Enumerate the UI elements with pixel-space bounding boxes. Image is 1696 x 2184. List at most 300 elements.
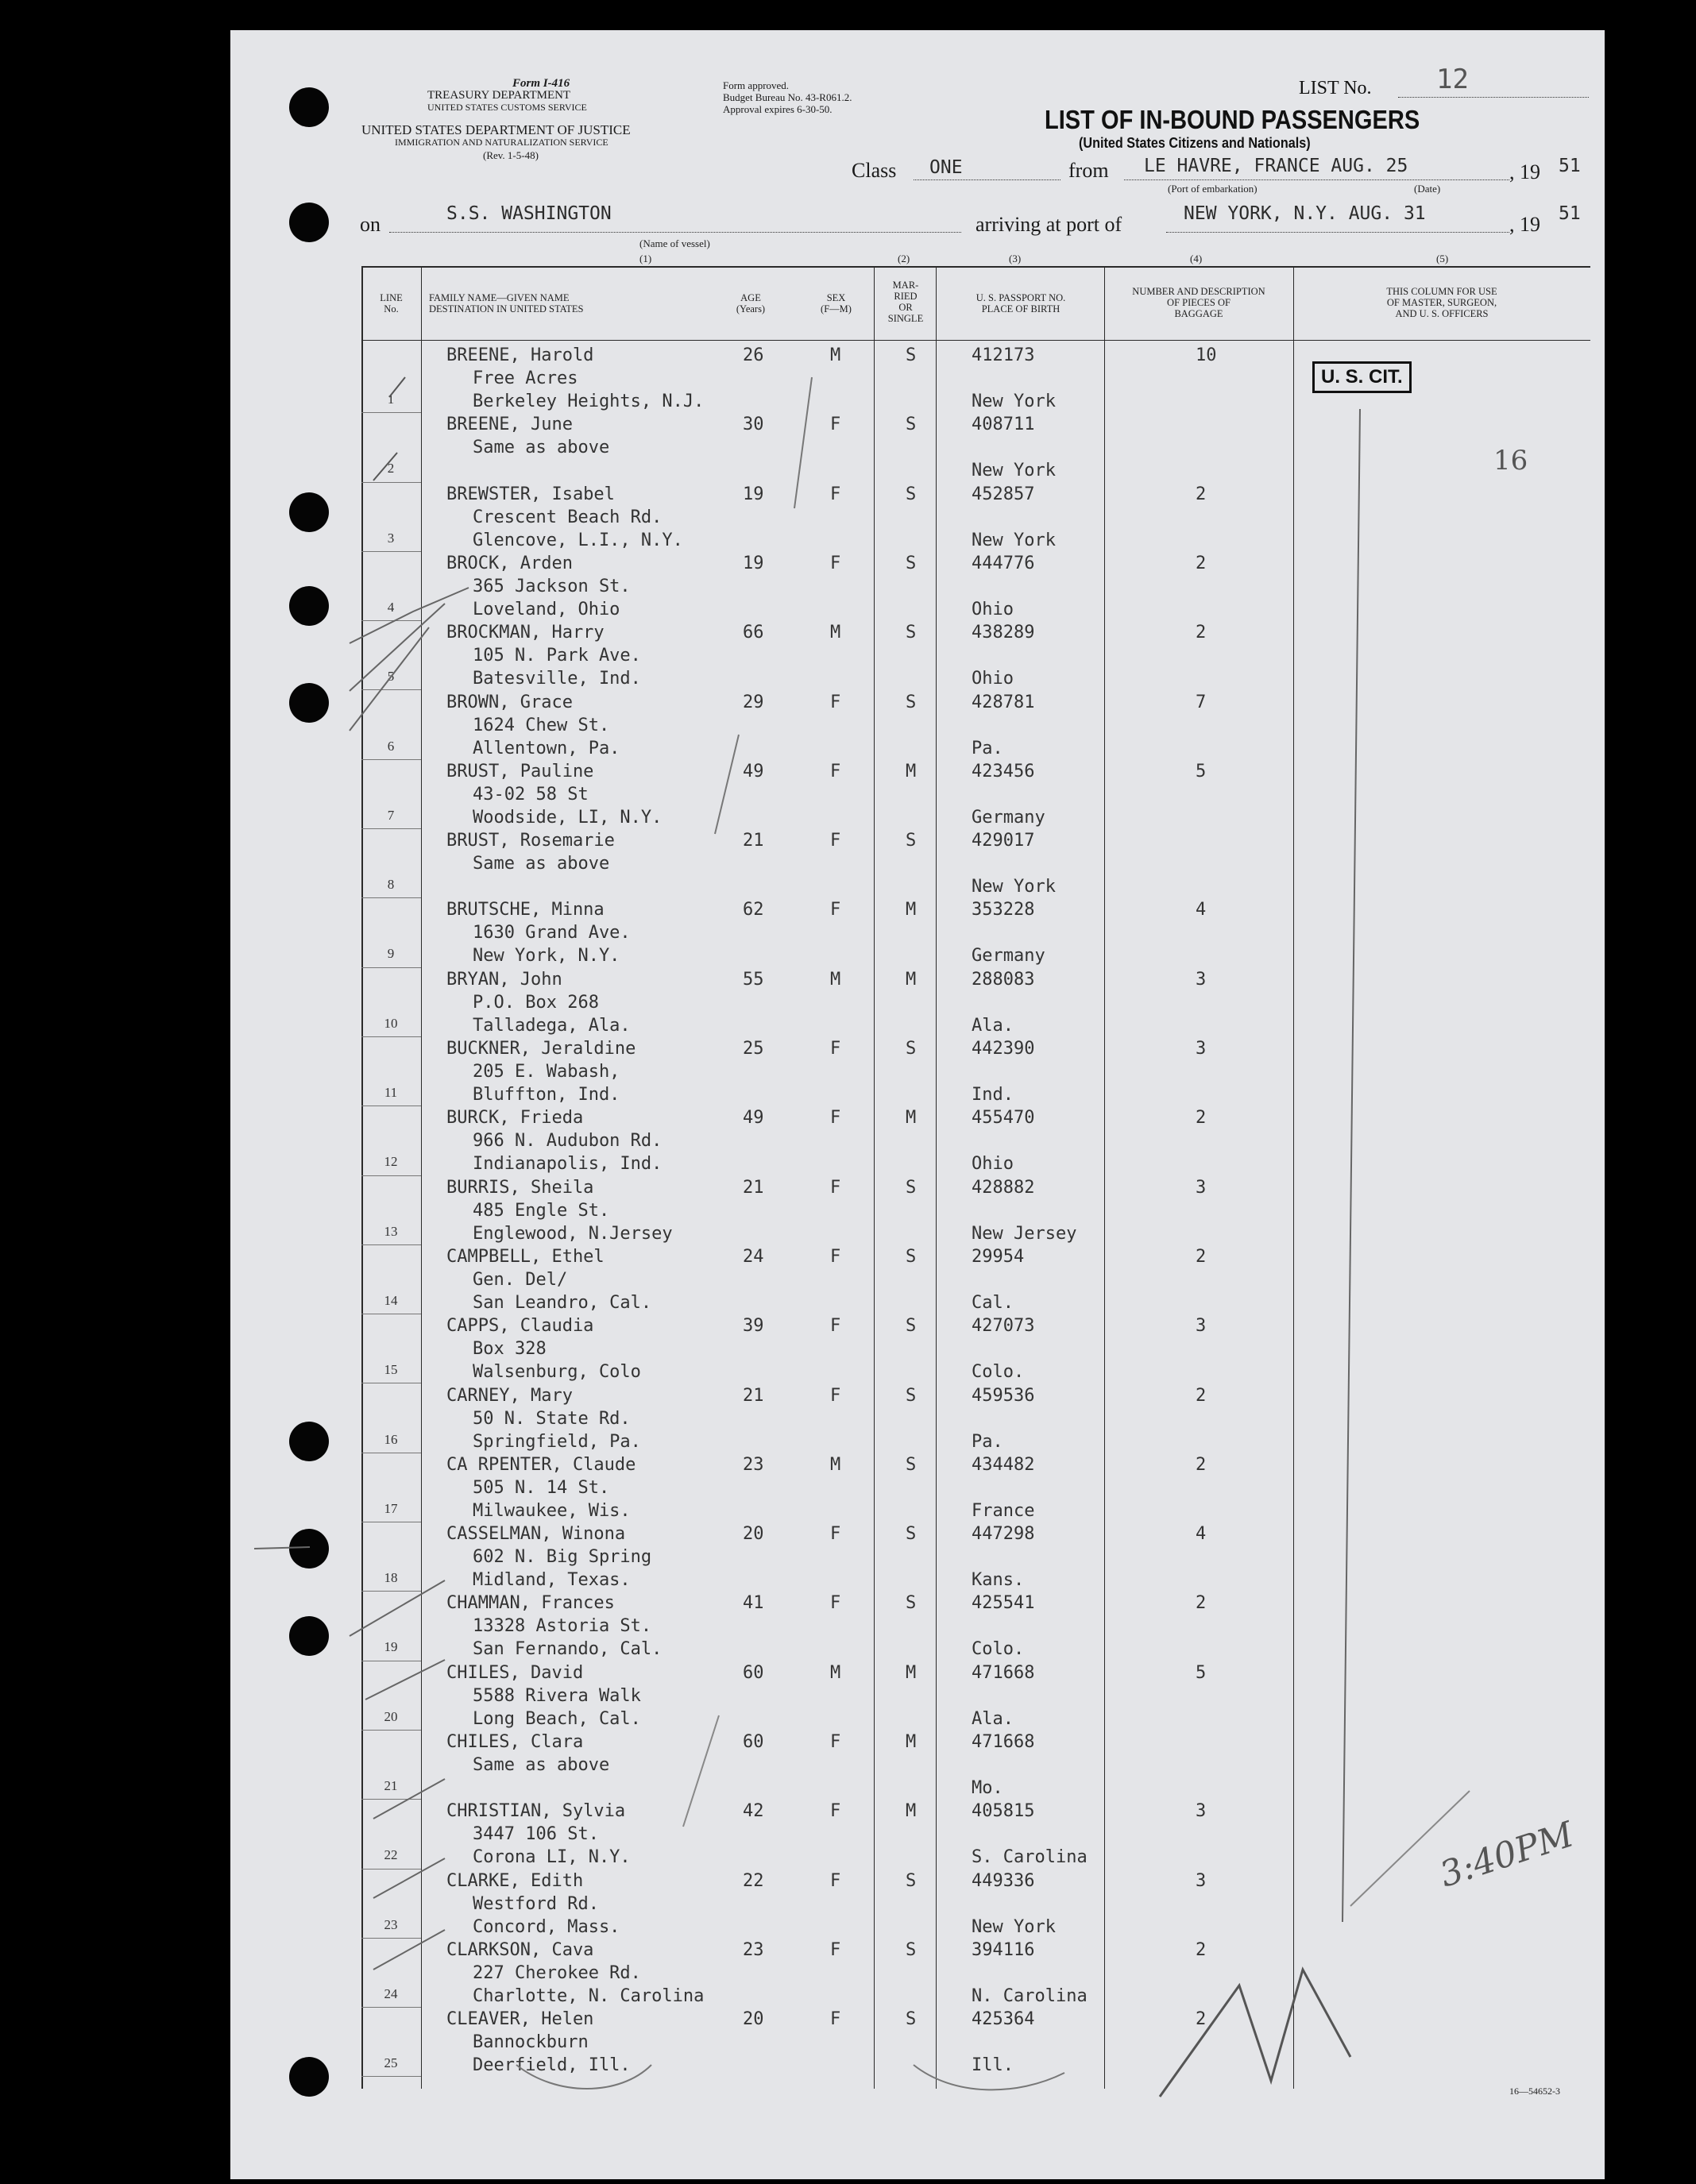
passenger-sex: F [830, 1385, 841, 1406]
passenger-name: BURRIS, Sheila [446, 1177, 594, 1198]
passenger-name: BREWSTER, Isabel [446, 484, 615, 504]
passenger-birthplace: New York [972, 1916, 1056, 1937]
line-number: 22 [384, 1847, 398, 1863]
line-number: 2 [387, 461, 395, 477]
table-row [361, 968, 1590, 1037]
passenger-age: 23 [743, 1454, 764, 1475]
table-row [361, 1731, 1590, 1800]
pencil-annotation-16: 16 [1493, 445, 1528, 477]
passenger-address-1: P.O. Box 268 [473, 992, 599, 1013]
us-citizen-stamp: U. S. CIT. [1312, 361, 1412, 393]
dept-immigration: IMMIGRATION AND NATURALIZATION SERVICE [395, 137, 608, 148]
passenger-address-1: Free Acres [473, 369, 578, 388]
class-label: Class [852, 159, 897, 182]
passenger-age: 20 [743, 2009, 764, 2030]
line-number: 1 [387, 392, 395, 407]
from-year: 51 [1559, 156, 1581, 176]
table-row [361, 898, 1590, 967]
from-underline [1124, 179, 1509, 180]
passenger-age: 19 [743, 553, 764, 573]
passenger-address-1: Westford Rd. [473, 1893, 599, 1914]
line-number: 20 [384, 1708, 398, 1724]
passenger-address-1: Crescent Beach Rd. [473, 507, 663, 527]
passenger-marital-status: S [906, 1870, 917, 1891]
passenger-marital-status: M [906, 1732, 917, 1752]
passenger-marital-status: M [906, 761, 917, 781]
passenger-address-1: Same as above [473, 438, 610, 458]
passenger-baggage: 3 [1196, 1801, 1207, 1822]
passenger-marital-status: M [906, 1108, 917, 1129]
passenger-address-1: 485 Engle St. [473, 1200, 610, 1221]
passenger-birthplace: Ind. [972, 1085, 1014, 1105]
passenger-baggage: 2 [1196, 553, 1207, 573]
passenger-age: 24 [743, 1246, 764, 1267]
passenger-address-1: 13328 Astoria St. [473, 1616, 652, 1637]
passenger-marital-status: S [906, 2009, 917, 2030]
passenger-age: 19 [743, 484, 764, 504]
table-top-border [361, 266, 1590, 268]
header-married: MAR- RIED OR SINGLE [887, 280, 924, 324]
passenger-sex: F [830, 1246, 841, 1267]
punch-hole [289, 2057, 329, 2097]
col-num-5: (5) [1436, 253, 1449, 264]
arriving-value: NEW YORK, N.Y. AUG. 31 [1184, 203, 1426, 224]
passenger-address-2: Midland, Texas. [473, 1570, 631, 1591]
passenger-address-2: San Fernando, Cal. [473, 1639, 663, 1660]
passenger-marital-status: M [906, 900, 917, 920]
passenger-age: 21 [743, 1385, 764, 1406]
passenger-address-1: Bannockburn [473, 2032, 589, 2053]
passenger-age: 39 [743, 1316, 764, 1337]
header-name: FAMILY NAME—GIVEN NAME DESTINATION IN UNITED STATES [429, 292, 584, 314]
passenger-address-2: Glencove, L.I., N.Y. [473, 530, 683, 550]
passenger-address-2: Walsenburg, Colo [473, 1362, 641, 1383]
passenger-name: CHILES, David [446, 1662, 584, 1683]
punch-hole [289, 586, 329, 626]
passenger-address-2: New York, N.Y. [473, 946, 620, 967]
passenger-passport-no: 452857 [972, 484, 1035, 504]
passenger-birthplace: Colo. [972, 1362, 1025, 1383]
passenger-birthplace: Ohio [972, 599, 1014, 619]
passenger-name: BRUTSCHE, Minna [446, 900, 605, 920]
header-passport: U. S. PASSPORT NO. PLACE OF BIRTH [975, 292, 1066, 314]
passenger-passport-no: 288083 [972, 969, 1035, 990]
passenger-birthplace: Ala. [972, 1015, 1014, 1036]
passenger-birthplace: France [972, 1500, 1035, 1521]
passenger-birthplace: New Jersey [972, 1223, 1077, 1244]
passenger-birthplace: New York [972, 877, 1056, 897]
passenger-name: CHRISTIAN, Sylvia [446, 1801, 626, 1822]
passenger-sex: M [830, 345, 841, 365]
passenger-address-1: Same as above [473, 1755, 610, 1775]
passenger-birthplace: New York [972, 461, 1056, 481]
passenger-address-1: 1630 Grand Ave. [473, 923, 631, 943]
punch-hole [289, 492, 329, 532]
line-number: 12 [384, 1154, 398, 1170]
from-year-prefix: , 19 [1509, 160, 1540, 183]
passenger-name: CHAMMAN, Frances [446, 1593, 615, 1614]
passenger-age: 22 [743, 1870, 764, 1891]
passenger-birthplace: Colo. [972, 1639, 1025, 1660]
passenger-passport-no: 408711 [972, 415, 1035, 435]
line-number: 24 [384, 1985, 398, 2001]
table-row [361, 1314, 1590, 1383]
passenger-passport-no: 442390 [972, 1039, 1035, 1059]
line-number: 16 [384, 1431, 398, 1447]
col-num-1: (1) [639, 253, 652, 264]
passenger-name: CAPPS, Claudia [446, 1316, 594, 1337]
passenger-passport-no: 412173 [972, 345, 1035, 365]
line-number: 8 [387, 877, 395, 893]
passenger-address-1: Gen. Del/ [473, 1269, 568, 1290]
passenger-age: 42 [743, 1801, 764, 1822]
passenger-marital-status: S [906, 553, 917, 573]
passenger-birthplace: N. Carolina [972, 1985, 1088, 2006]
header-officers: THIS COLUMN FOR USE OF MASTER, SURGEON, AND U. S. OFFICERS [1386, 286, 1497, 319]
passenger-address-1: 602 N. Big Spring [473, 1547, 652, 1568]
header-age: AGE (Years) [736, 292, 766, 314]
line-number: 3 [387, 530, 395, 546]
footer-code: 16—54652-3 [1509, 2086, 1560, 2097]
arriving-year: 51 [1559, 203, 1581, 224]
line-number: 17 [384, 1500, 398, 1516]
list-no-value: 12 [1436, 64, 1469, 95]
passenger-address-2: Concord, Mass. [473, 1916, 620, 1937]
passenger-name: BROCKMAN, Harry [446, 623, 605, 643]
passenger-age: 26 [743, 345, 764, 365]
approval-line-2: Budget Bureau No. 43-R061.2. [723, 91, 852, 103]
approval-line-1: Form approved. [723, 79, 790, 91]
passenger-sex: F [830, 1732, 841, 1752]
passenger-sex: M [830, 969, 841, 990]
passenger-baggage: 2 [1196, 2009, 1207, 2030]
passenger-passport-no: 29954 [972, 1246, 1025, 1267]
table-row [361, 1522, 1590, 1592]
passenger-passport-no: 471668 [972, 1662, 1035, 1683]
passenger-birthplace: Cal. [972, 1292, 1014, 1313]
passenger-address-2: San Leandro, Cal. [473, 1292, 652, 1313]
table-row [361, 691, 1590, 760]
passenger-address-2: Talladega, Ala. [473, 1015, 631, 1036]
line-number: 19 [384, 1639, 398, 1655]
passenger-sex: M [830, 1662, 841, 1683]
passenger-baggage: 3 [1196, 1870, 1207, 1891]
passenger-baggage: 2 [1196, 484, 1207, 504]
col-num-2: (2) [898, 253, 910, 264]
line-number: 23 [384, 1916, 398, 1932]
dept-treasury: TREASURY DEPARTMENT [427, 89, 571, 102]
passenger-age: 49 [743, 1108, 764, 1129]
punch-hole [289, 87, 329, 127]
passenger-marital-status: S [906, 692, 917, 712]
from-label: from [1068, 159, 1109, 182]
table-row [361, 1939, 1590, 2008]
from-value: LE HAVRE, FRANCE AUG. 25 [1144, 156, 1408, 176]
passenger-birthplace: Ill. [972, 2055, 1014, 2076]
passenger-marital-status: S [906, 1939, 917, 1960]
passenger-address-1: 505 N. 14 St. [473, 1477, 610, 1498]
passenger-birthplace: New York [972, 392, 1056, 411]
passenger-sex: F [830, 415, 841, 435]
table-row [361, 1245, 1590, 1314]
passenger-age: 49 [743, 761, 764, 781]
passenger-age: 66 [743, 623, 764, 643]
passenger-passport-no: 425364 [972, 2009, 1035, 2030]
passenger-name: BRUST, Pauline [446, 761, 594, 781]
form-number: Form I-416 [512, 77, 570, 90]
passenger-passport-no: 427073 [972, 1316, 1035, 1337]
passenger-name: CLARKSON, Cava [446, 1939, 594, 1960]
passenger-age: 20 [743, 1524, 764, 1545]
passenger-baggage: 2 [1196, 623, 1207, 643]
passenger-address-2: Corona LI, N.Y. [473, 1847, 631, 1868]
passenger-birthplace: Kans. [972, 1570, 1025, 1591]
passenger-address-2: Englewood, N.Jersey [473, 1223, 673, 1244]
passenger-address-2: Indianapolis, Ind. [473, 1154, 663, 1175]
passenger-marital-status: S [906, 345, 917, 365]
col-num-4: (4) [1190, 253, 1203, 264]
table-row [361, 1384, 1590, 1453]
passenger-sex: M [830, 1454, 841, 1475]
passenger-name: CHILES, Clara [446, 1732, 584, 1752]
passenger-passport-no: 423456 [972, 761, 1035, 781]
line-number: 18 [384, 1570, 398, 1586]
passenger-baggage: 3 [1196, 969, 1207, 990]
passenger-name: CLARKE, Edith [446, 1870, 584, 1891]
punch-hole [289, 1529, 329, 1569]
table-row [361, 760, 1590, 829]
passenger-sex: F [830, 900, 841, 920]
passenger-age: 41 [743, 1593, 764, 1614]
header-baggage: NUMBER AND DESCRIPTION OF PIECES OF BAGGAGE [1132, 286, 1265, 319]
passenger-marital-status: S [906, 1177, 917, 1198]
passenger-sex: F [830, 553, 841, 573]
passenger-baggage: 3 [1196, 1039, 1207, 1059]
passenger-birthplace: S. Carolina [972, 1847, 1088, 1868]
passenger-age: 25 [743, 1039, 764, 1059]
passenger-age: 21 [743, 831, 764, 851]
passenger-age: 60 [743, 1732, 764, 1752]
passenger-marital-status: S [906, 1316, 917, 1337]
passenger-marital-status: S [906, 1039, 917, 1059]
passenger-address-1: 50 N. State Rd. [473, 1408, 631, 1429]
passenger-baggage: 2 [1196, 1108, 1207, 1129]
line-number: 9 [387, 946, 395, 962]
punch-hole [289, 683, 329, 723]
passenger-passport-no: 405815 [972, 1801, 1035, 1822]
passenger-sex: F [830, 761, 841, 781]
table-row [361, 1800, 1590, 1869]
passenger-address-1: 43-02 58 St [473, 784, 589, 805]
table-row [361, 552, 1590, 621]
class-value: ONE [929, 157, 963, 178]
row-divider [361, 2076, 421, 2077]
passenger-passport-no: 444776 [972, 553, 1035, 573]
passenger-age: 60 [743, 1662, 764, 1683]
list-no-underline [1398, 97, 1589, 98]
passenger-birthplace: Pa. [972, 738, 1003, 758]
dept-justice: UNITED STATES DEPARTMENT OF JUSTICE [361, 122, 631, 137]
passenger-birthplace: Ala. [972, 1708, 1014, 1729]
passenger-sex: F [830, 1801, 841, 1822]
pencil-time-note: 3:40PM [1435, 1814, 1579, 1896]
passenger-sex: F [830, 1177, 841, 1198]
punch-hole [289, 203, 329, 242]
passenger-baggage: 5 [1196, 761, 1207, 781]
passenger-address-2: Loveland, Ohio [473, 599, 620, 619]
passenger-passport-no: 455470 [972, 1108, 1035, 1129]
punch-hole [289, 1422, 329, 1461]
passenger-marital-status: M [906, 1662, 917, 1683]
passenger-address-1: 1624 Chew St. [473, 715, 610, 735]
passenger-address-2: Allentown, Pa. [473, 738, 620, 758]
line-number: 14 [384, 1292, 398, 1308]
passenger-passport-no: 449336 [972, 1870, 1035, 1891]
passenger-passport-no: 434482 [972, 1454, 1035, 1475]
passenger-marital-status: S [906, 415, 917, 435]
class-underline [914, 179, 1060, 180]
passenger-age: 62 [743, 900, 764, 920]
passenger-name: BURCK, Frieda [446, 1108, 584, 1129]
passenger-marital-status: S [906, 623, 917, 643]
passenger-marital-status: S [906, 1246, 917, 1267]
table-row [361, 829, 1590, 898]
form-revision: (Rev. 1-5-48) [483, 149, 539, 161]
passenger-passport-no: 428882 [972, 1177, 1035, 1198]
page-subtitle: (United States Citizens and Nationals) [1079, 135, 1311, 151]
arriving-year-prefix: , 19 [1509, 213, 1540, 236]
passenger-address-1: 227 Cherokee Rd. [473, 1962, 641, 1983]
passenger-name: BREENE, June [446, 415, 573, 435]
passenger-baggage: 2 [1196, 1593, 1207, 1614]
passenger-address-1: 105 N. Park Ave. [473, 646, 641, 666]
passenger-name: CAMPBELL, Ethel [446, 1246, 605, 1267]
passenger-marital-status: S [906, 1454, 917, 1475]
table-row [361, 621, 1590, 690]
line-number: 15 [384, 1362, 398, 1378]
table-row [361, 1037, 1590, 1106]
passenger-age: 55 [743, 969, 764, 990]
passenger-address-2: Charlotte, N. Carolina [473, 1985, 705, 2006]
page-title: LIST OF IN-BOUND PASSENGERS [1045, 105, 1420, 134]
line-number: 10 [384, 1015, 398, 1031]
table-row [361, 1870, 1590, 1939]
passenger-birthplace: Germany [972, 946, 1045, 967]
passenger-address-1: Box 328 [473, 1339, 547, 1360]
passenger-passport-no: 353228 [972, 900, 1035, 920]
passenger-name: CARNEY, Mary [446, 1385, 573, 1406]
passenger-marital-status: S [906, 1524, 917, 1545]
passenger-sex: F [830, 1939, 841, 1960]
passenger-address-2: Long Beach, Cal. [473, 1708, 641, 1729]
passenger-name: BUCKNER, Jeraldine [446, 1039, 636, 1059]
passenger-baggage: 7 [1196, 692, 1207, 712]
approval-line-3: Approval expires 6-30-50. [723, 103, 833, 115]
passenger-baggage: 5 [1196, 1662, 1207, 1683]
passenger-birthplace: Ohio [972, 1154, 1014, 1175]
passenger-marital-status: M [906, 1801, 917, 1822]
passenger-sex: F [830, 831, 841, 851]
dept-customs: UNITED STATES CUSTOMS SERVICE [427, 102, 587, 113]
passenger-age: 21 [743, 1177, 764, 1198]
line-number: 6 [387, 738, 395, 754]
col-num-3: (3) [1009, 253, 1022, 264]
passenger-marital-status: S [906, 1593, 917, 1614]
passenger-birthplace: Ohio [972, 669, 1014, 689]
passenger-birthplace: Germany [972, 807, 1045, 828]
passenger-sex: F [830, 1316, 841, 1337]
list-no-label: LIST No. [1299, 78, 1372, 98]
header-sex: SEX (F—M) [821, 292, 852, 314]
passenger-name: BREENE, Harold [446, 345, 594, 365]
passenger-baggage: 2 [1196, 1246, 1207, 1267]
passenger-sex: F [830, 1108, 841, 1129]
passenger-passport-no: 447298 [972, 1524, 1035, 1545]
line-number: 5 [387, 669, 395, 685]
port-embark-label: (Port of embarkation) [1168, 183, 1258, 195]
passenger-sex: F [830, 2009, 841, 2030]
passenger-age: 29 [743, 692, 764, 712]
table-row [361, 413, 1590, 482]
passenger-address-2: Berkeley Heights, N.J. [473, 392, 705, 411]
passenger-birthplace: New York [972, 530, 1056, 550]
passenger-marital-status: M [906, 969, 917, 990]
passenger-marital-status: S [906, 484, 917, 504]
punch-hole [289, 1616, 329, 1656]
passenger-passport-no: 428781 [972, 692, 1035, 712]
passenger-address-1: 3447 106 St. [473, 1824, 599, 1845]
passenger-age: 30 [743, 415, 764, 435]
passenger-address-2: Bluffton, Ind. [473, 1085, 620, 1105]
vessel-underline [389, 232, 961, 233]
passenger-address-2: Milwaukee, Wis. [473, 1500, 631, 1521]
passenger-baggage: 2 [1196, 1385, 1207, 1406]
passenger-address-1: 966 N. Audubon Rd. [473, 1131, 663, 1152]
arriving-label: arriving at port of [975, 213, 1122, 236]
passenger-name: BROWN, Grace [446, 692, 573, 712]
passenger-birthplace: Mo. [972, 1778, 1003, 1798]
date-label: (Date) [1414, 183, 1441, 195]
passenger-baggage: 3 [1196, 1316, 1207, 1337]
passenger-baggage: 4 [1196, 900, 1207, 920]
passenger-passport-no: 438289 [972, 623, 1035, 643]
passenger-name: BROCK, Arden [446, 553, 573, 573]
passenger-name: CA RPENTER, Claude [446, 1454, 636, 1475]
vessel-name: S.S. WASHINGTON [446, 203, 612, 224]
passenger-sex: F [830, 484, 841, 504]
table-row [361, 1176, 1590, 1245]
passenger-address-1: 205 E. Wabash, [473, 1062, 620, 1082]
table-header-border [361, 340, 1590, 341]
table-row [361, 1453, 1590, 1522]
passenger-baggage: 3 [1196, 1177, 1207, 1198]
passenger-baggage: 10 [1196, 345, 1217, 365]
line-number: 13 [384, 1223, 398, 1239]
table-row [361, 483, 1590, 552]
passenger-name: BRUST, Rosemarie [446, 831, 615, 851]
passenger-sex: F [830, 1593, 841, 1614]
vessel-label: (Name of vessel) [639, 237, 710, 249]
passenger-baggage: 4 [1196, 1524, 1207, 1545]
passenger-address-2: Deerfield, Ill. [473, 2055, 631, 2076]
line-number: 4 [387, 599, 395, 615]
passenger-name: BRYAN, John [446, 969, 562, 990]
passenger-passport-no: 425541 [972, 1593, 1035, 1614]
passenger-sex: F [830, 1039, 841, 1059]
line-number: 11 [384, 1085, 398, 1100]
header-line-no: LINE No. [380, 292, 403, 314]
passenger-sex: M [830, 623, 841, 643]
